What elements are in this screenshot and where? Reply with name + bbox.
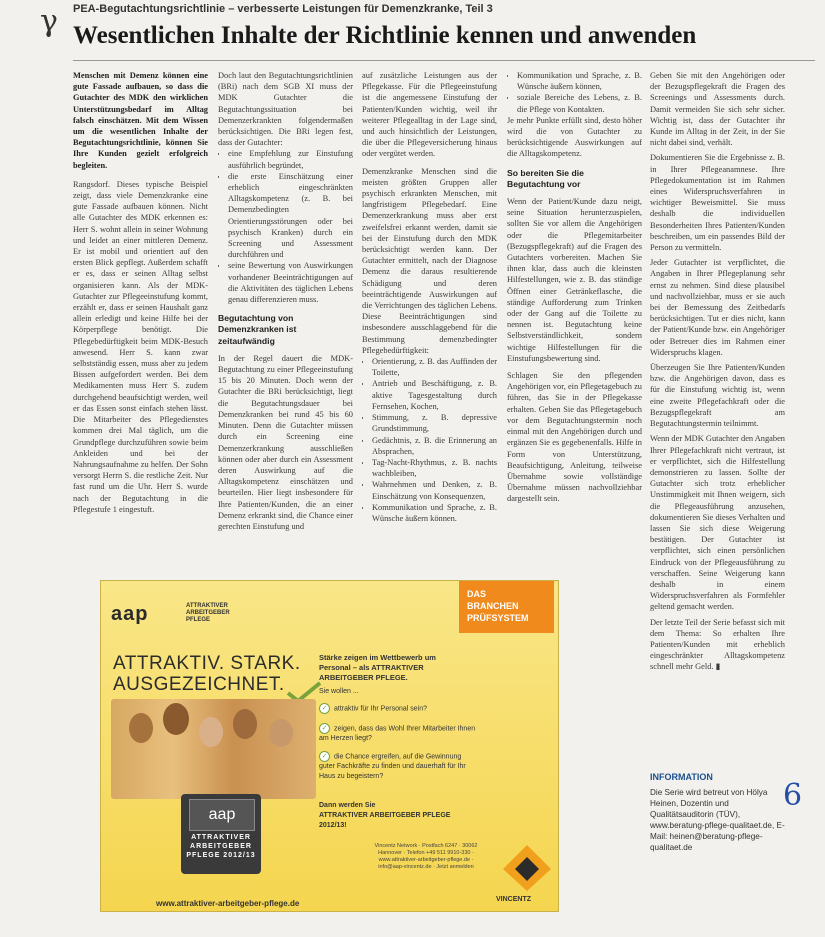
column-5-body-2: Dokumentieren Sie die Ergebnisse z. B. in Ihrer Pflegeanamnese. Ihre Pflegedokumentation ist im Rahmen eines Widerspruchsverfahren in wichtiger Beweismittel. Sie muss deshalb die individuellen Besonderheiten Ihres Patienten/Kunden beschreiben, um ein passendes Bild der Person zu vermitteln.: [650, 153, 785, 253]
article-lead: Menschen mit Demenz können eine gute Fassade aufbauen, so dass die Gutachter des MDK den wirklichen Unterstützungsbedarf im Alltag falsch einschätzen. Mit dem Wissen um die wesentlichen Inhalte der Begutachtungsrichtlinie, können Sie Ihre Kunden gezielt erfolgreich begleiten.: [73, 71, 208, 170]
article-kicker: PEA-Begutachtungsrichtlinie – verbesserte Leistungen für Demenzkranke, Teil 3: [73, 3, 493, 15]
column-5: [650, 70, 785, 770]
list-item: • Antrieb und Beschäftigung, z. B. aktive Tagesgestaltung durch Fernsehen, Kochen,: [372, 378, 497, 412]
column-4-list: [507, 70, 642, 115]
list-item: • Kommunikation und Sprache, z. B. Wünsche äußern können,: [517, 70, 642, 92]
ad-call-to-action: [319, 801, 479, 831]
ad-subline: Sie wollen ...: [319, 688, 359, 695]
ad-logo: aap: [111, 603, 149, 625]
list-item: • soziale Bereiche des Lebens, z. B. die Pflege von Kontakten.: [517, 92, 642, 114]
ad-slogan-line: AUSGEZEICHNET.: [113, 674, 285, 695]
vincentz-label: VINCENTZ: [496, 896, 531, 903]
column-3-body-1: auf zusätzliche Leistungen aus der Pflegekasse. Für die Pflegeeinstufung ist die angemessene Einstufung der Patienten/Kunden wichtig, weil ihr weiterer Pflegealltag in der Lage sind, und auch hinsichtlich der Leistungen, die über die Pflegeversicherung hinaus oder vergütet werden.: [362, 71, 497, 159]
column-2-intro: Doch laut den Begutachtungsrichtlinien (BRi) nach dem SGB XI muss der MDK Gutachter die Begutachtungssituation bei Demenzerkrankten folgendermaßen berücksichtigen. Die BRi legen fest, dass der Gutachter:: [218, 71, 353, 148]
list-item: • Gedächtnis, z. B. die Erinnerung an Absprachen,: [372, 435, 497, 457]
list-item: • Wahrnehmen und Denken, z. B. Einschätzung von Konsequenzen,: [372, 479, 497, 501]
ad-cta-line: Dann werden Sie: [319, 802, 376, 809]
list-item: • Kommunikation und Sprache, z. B. Wünsche äußern können.: [372, 502, 497, 524]
column-5-body-3: Jeder Gutachter ist verpflichtet, die Angaben in Ihrer Pflegeplanung sehr ernst zu nehmen. Sind diese plausibel und nachvollziehbar, muss er sie auch bei der Bemessung des Zeitbedarfs berücksichtigen. Tut er dies nicht, kann der Patient/Kunde bzw. ein Angehöriger oder Betreuer dies im Rahmen einer Widerspruchs klagen.: [650, 258, 785, 357]
column-5-body-1: Geben Sie mit den Angehörigen oder der Bezugspflegekraft die Fragen des Screenings und Assessments durch. Damit vermeiden Sie sich sehr sicher. Wichtig ist, dass der Gutachter ihr Kunde im Alltag in der Zeit, in der Sie nicht dabei sind, verhält.: [650, 71, 785, 148]
column-2-body: In der Regel dauert die MDK-Begutachtung zu einer Pflegeeinstufung 15 bis 20 Minuten. Doch wenn der Gutachter die BRi berücksichtigt, liegt die Begutachtungsdauer bei Demenzkranken bei rund 45 bis 60 Minuten. Denn die Gutachter müssen durch ein Screening eine Demenzerkrankung ausschließen können oder aber durch ein Assessment deren Auswirkung auf die Alltagskompetenz einschätzen und beurteilen. Hier liegt insbesondere für Ihre Patienten/Kunden, die an einer Demenz erkrankt sind, die Chance einer gerechten Einstufung und: [218, 353, 353, 531]
ad-headline: Stärke zeigen im Wettbewerb um Personal – als ATTRAKTIVER ARBEITGEBER PFLEGE.: [319, 653, 436, 682]
column-5-body-6: Der letzte Teil der Serie befasst sich mit dem Thema: So erhalten Ihre Patienten/Kunden mit erheblich eingeschränkter Alltagskompetenz schnell mehr Geld. ▮: [650, 617, 785, 672]
ad-system-box: [459, 581, 554, 633]
info-text: Die Serie wird betreut von Hölya Heinen, Dozentin und Qualitätsauditorin (TÜV), www.beratung-pflege-qualitaet.de, E-Mail: heinen@beratung-pflege-qualitaet.de: [650, 788, 785, 852]
ad-bullet: ✓ die Chance ergreifen, auf die Gewinnung guter Fachkräfte zu finden und dauerhaft für Ihr Haus zu begeistern?: [319, 753, 466, 781]
column-3: [362, 70, 497, 570]
ad-box-line: BRANCHEN: [467, 601, 519, 611]
header-rule: [73, 60, 815, 61]
check-circle-icon: ✓: [319, 703, 330, 714]
ad-contact: Vincentz Network · Postfach 6247 · 30062 Hannover · Telefon +49 511 9910-330 · www.attraktiver-arbeitgeber-pflege.de · info@aap-vincentz.de · Jetzt anmelden: [374, 843, 478, 870]
ad-url-link[interactable]: www.attraktiver-arbeitgeber-pflege.de: [156, 899, 300, 908]
column-4-body-3: Schlagen Sie den pflegenden Angehörigen vor, ein Pflegetagebuch zu führen, das Sie in der Pflegekasse erhalten. Geben Sie das Pflegetagebuch vor dem Begutachtungstermin noch einmal mit den Angehörigen durch und ergänzen Sie es gegebenenfalls. Hilfe in Form von Unterstützung, Beaufsichtigung, Anleitung, teilweise Übernahme sowie vollständige Übernahme müssen nachvollziehbar dargestellt sein.: [507, 371, 642, 504]
list-item: • Stimmung, z. B. depressive Grundstimmung,: [372, 412, 497, 434]
ad-box-line: PRÜFSYSTEM: [467, 613, 529, 623]
ad-cta-line: ATTRAKTIVER ARBEITGEBER PFLEGE 2012/13!: [319, 812, 451, 829]
column-4: [507, 70, 642, 570]
column-2: [218, 70, 353, 570]
subheading: Begutachtung von Demenzkranken ist zeitaufwändig: [218, 313, 297, 346]
column-4-body-2: Wenn der Patient/Kunde dazu neigt, seine Situation herunterzuspielen, sollten Sie vor allem die Angehörigen oder die Pflegemitarbeiter (Bezugspflegekraft) auf die Fragen des Gutachters vorbereiten. Machen Sie ihnen klar, dass auch die kleinsten Hilfestellungen, wie z. B. das ständige Öffnen einer Getränkeflasche, die ständige Aufforderung zum Trinken oder der Gang auf die Toilette zu nennen ist. Begutachtung keine Selbstverständlichkeit, sondern wichtige Hilfestellungen für die Einstufungsbewertung sind.: [507, 197, 642, 363]
list-item: • eine Empfehlung zur Einstufung ausführlich begründet,: [228, 148, 353, 170]
list-item: • Orientierung, z. B. das Auffinden der Toilette,: [372, 356, 497, 378]
vincentz-logo-icon: [501, 843, 553, 893]
page-number: 6: [783, 778, 803, 813]
ad-bullet: ✓ attraktiv für Ihr Personal sein?: [319, 703, 479, 714]
check-circle-icon: ✓: [319, 751, 330, 762]
list-item: • seine Bewertung von Auswirkungen vorhandener Beeinträchtigungen auf die Aktivitäten des täglichen Lebens genau differenzieren muss.: [228, 260, 353, 305]
column-2-list: [218, 148, 353, 305]
ad-photo-group: [111, 699, 316, 799]
info-heading: INFORMATION: [650, 772, 713, 782]
column-1: [73, 70, 208, 570]
ad-badge-text: ATTRAKTIVER ARBEITGEBER PFLEGE 2012/13: [186, 834, 256, 859]
column-3-body-2: Demenzkranke Menschen sind die meisten größten Gruppen aller psychisch erkrankten Menschen, mit langfristigem Pflegebedarf. Eine Demenzerkrankung muss aber erst zweifelsfrei erkannt werden, damit sie bei der Einstufung durch den MDK berücksichtigt werden kann. Der Gutachter ermittelt, nach der Diagnose Demenz die daraus resultierende Schädigung und deren beeinträchtigende Auswirkungen auf die Verrichtungen des täglichen Lebens. Diese Beeinträchtigungen sind insbesondere ausschlaggebend für die Bestimmung demenzbedingter Pflegebedürftigkeit:: [362, 166, 497, 355]
article-title: Wesentlichen Inhalte der Richtlinie kennen und anwenden: [73, 22, 697, 49]
ad-badge-logo: aap: [189, 799, 255, 831]
list-item: • Tag-Nacht-Rhythmus, z. B. nachts wachbleiben,: [372, 457, 497, 479]
ad-bullet: ✓ zeigen, dass das Wohl Ihrer Mitarbeiter Ihnen am Herzen liegt?: [319, 725, 476, 743]
column-5-body-5: Wenn der MDK Gutachter den Angaben Ihrer Pflegefachkraft nicht vertraut, ist er verpflichtet, sich die Hilfestellung demonstrieren zu lassen. Sollte der Gutachter sich trotz erheblicher Unstimmigkeit mit Ihnen weigern, sich die Pflegeausführung anzusehen, dokumentieren Sie dieses Verhalten und lassen Sie sich diese Weigerung bestätigen. Der Gutachter ist verpflichtet, sich einen persönlichen Eindruck von der Pflegeausführung zu verschaffen. Seine Weigerung kann deshalb in einem Widerspruchsverfahren als Formfehler geltend gemacht werden.: [650, 434, 785, 612]
column-1-body: Rangsdorf. Dieses typische Beispiel zeigt, dass viele Demenzkranke eine gute Fassade aufbauen können. Nicht alle Gutachter des MDK erkennen es: Herr S. wohnt allein in seiner Wohnung und leidet an einer mittleren Demenz. Er ist mobil und orientiert auf den ersten Blick gepflegt. Außerdem schafft er es, dass er seinen Alltag selbst organisieren kann. Als der MDK-Gutachter zur Pflegeeinstufung kommt, erzählt er, dass er seinen Haushalt ganz allein erledigt und keine Hilfe bei der Körperpflege benötigt. Die Pflegebedürftigkeit beim MDK-Besuch anwesend. Herr S. kann zwar selbstständig essen, muss aber zu jedem Bissen aufgefordert werden. Bei dem Medikamenten muss Herr S. zudem durchgehend beaufsichtigt werden, weil er das Essen sonst einfach stehen lässt. Die Mitarbeiter des Pflegedienstes kommen drei Mal täglich, um die Grundpflege durchzuführen sowie beim Ankleiden und bei der Nahrungsaufnahme zu helfen. Der Sohn versorgt Herrn S. die restliche Zeit. Nur fast rund um die Uhr. Herr S. wurde nach der Begutachtung in die Pflegestufe 1 eingestuft.: [73, 179, 208, 514]
ad-logo-text: ATTRAKTIVER ARBEITGEBER PFLEGE: [186, 603, 230, 623]
handwritten-mark: γ: [40, 4, 58, 39]
subheading: So bereiten Sie die Begutachtung vor: [507, 167, 584, 189]
check-circle-icon: ✓: [319, 723, 330, 734]
list-item: • die erste Einschätzung einer erheblich eingeschränkten Alltagskompetenz (z. B. bei Demenzbedingten Orientierungsstörungen oder bei psychisch Kranken) durch ein Screening und Assessment durchführen und: [228, 171, 353, 261]
ad-slogan-line: ATTRAKTIV. STARK.: [113, 653, 301, 674]
column-3-list: [362, 356, 497, 524]
column-5-body-4: Überzeugen Sie Ihre Patienten/Kunden bzw. die Angehörigen davon, dass es für die Einstufung wichtig ist, wenn eine zweite Pflegefachkraft oder die Bezugspflegekraft am Begutachtungstermin teilnimmt.: [650, 363, 785, 429]
column-4-body-1: Je mehr Punkte erfüllt sind, desto höher wird die von Gutachter zu berücksichtigende Auswirkungen auf die Alltagskompetenz.: [507, 115, 642, 159]
ad-box-line: DAS: [467, 589, 487, 599]
advertisement[interactable]: [100, 580, 559, 912]
